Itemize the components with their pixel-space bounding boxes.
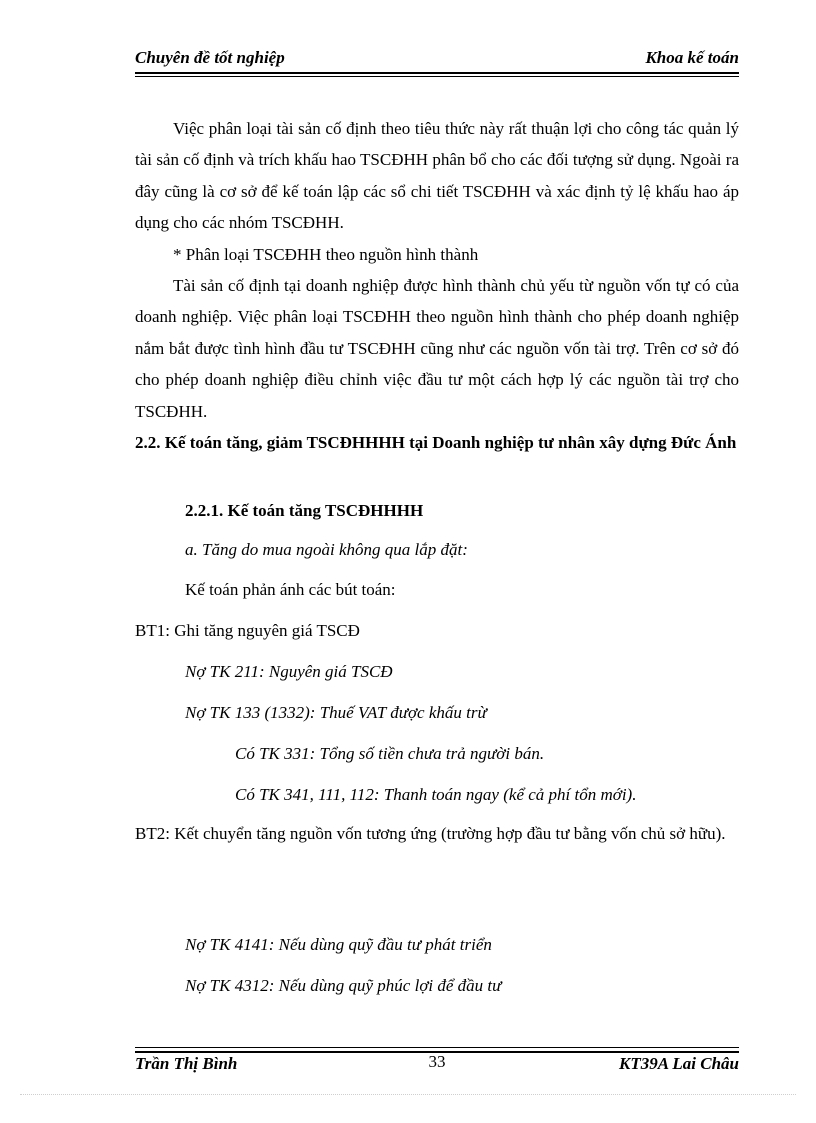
- paragraph-source-classification: Tài sản cố định tại doanh nghiệp được hình thành chủ yếu từ nguồn vốn tự có của doanh nghiệp. Việc phân loại TSCĐHH theo nguồn hình thành cho phép doanh nghiệp nắm bắt được tình hình đầu tư TSCĐHH cũng như các nguồn vốn tài trợ. Trên cơ sở đó cho phép doanh nghiệp điều chỉnh việc đầu tư một cách hợp lý các nguồn tài trợ cho TSCĐHH.: [135, 276, 739, 421]
- bt1-credit-331: Có TK 331: Tổng số tiền chưa trả người bán.: [235, 744, 545, 763]
- document-body: [135, 113, 739, 458]
- bt1-credit-341: Có TK 341, 111, 112: Thanh toán ngay (kể cả phí tổn mới).: [235, 785, 637, 804]
- bt2-debit-4141: Nợ TK 4141: Nếu dùng quỹ đầu tư phát triển: [185, 935, 492, 954]
- subsection-heading: 2.2.1. Kế toán tăng TSCĐHHHH: [185, 501, 424, 520]
- case-a-heading: a. Tăng do mua ngoài không qua lắp đặt:: [185, 540, 468, 559]
- bt2-paragraph: BT2: Kết chuyển tăng nguồn vốn tương ứng (trường hợp đầu tư bằng vốn chủ sở hữu).: [135, 824, 726, 843]
- bt1-debit-211: Nợ TK 211: Nguyên giá TSCĐ: [185, 662, 393, 681]
- page-header: [135, 48, 739, 72]
- bullet-classification-by-source: * Phân loại TSCĐHH theo nguồn hình thành: [173, 244, 479, 264]
- header-title: Chuyên đề tốt nghiệp: [135, 48, 285, 67]
- bt2-debit-4312: Nợ TK 4312: Nếu dùng quỹ phúc lợi để đầu tư: [185, 976, 502, 995]
- header-rule-thick: [135, 72, 739, 74]
- page-footer: [135, 1052, 739, 1076]
- footer-rule-thin: [135, 1047, 739, 1048]
- section-heading: 2.2. Kế toán tăng, giảm TSCĐHHHH tại Doanh nghiệp tư nhân xây dựng Đức Ánh: [135, 433, 737, 453]
- header-department: Khoa kế toán: [645, 48, 739, 67]
- page-edge-dotted-line: [20, 1094, 796, 1095]
- page-number: 33: [428, 1052, 446, 1071]
- bt1-debit-133: Nợ TK 133 (1332): Thuế VAT được khấu trừ: [185, 703, 487, 722]
- entries-intro: Kế toán phản ánh các bút toán:: [185, 580, 396, 599]
- header-rule-thin: [135, 76, 739, 77]
- footer-author: Trần Thị Bình: [135, 1054, 238, 1073]
- bt1-label: BT1: Ghi tăng nguyên giá TSCĐ: [135, 621, 360, 640]
- paragraph-classification-benefit: Việc phân loại tài sản cố định theo tiêu thức này rất thuận lợi cho công tác quản lý tài sản cố định và trích khấu hao TSCĐHH phân bổ cho các đối tượng sử dụng. Ngoài ra đây cũng là cơ sở để kế toán lập các sổ chi tiết TSCĐHH và xác định tỷ lệ khấu hao áp dụng cho các nhóm TSCĐHH.: [135, 119, 739, 233]
- footer-class: KT39A Lai Châu: [619, 1054, 739, 1073]
